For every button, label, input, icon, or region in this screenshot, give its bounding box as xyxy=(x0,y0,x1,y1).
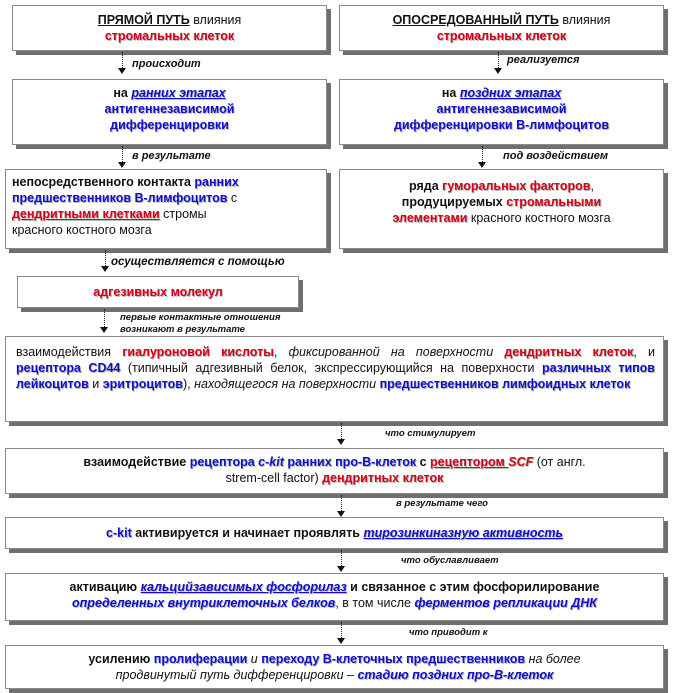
arrow-down-icon xyxy=(337,439,345,445)
early-stages-box: на ранних этапах антигеннезависимой дифференцировки xyxy=(12,79,327,145)
connector-line xyxy=(341,495,342,511)
indirect-path-title: ОПОСРЕДОВАННЫЙ ПУТЬ xyxy=(392,13,559,27)
connector-line xyxy=(105,250,106,266)
arrow-down-icon xyxy=(118,68,126,74)
connector-label-via: осуществляется с помощью xyxy=(111,256,285,268)
connector-line xyxy=(122,52,123,68)
arrow-down-icon xyxy=(337,638,345,644)
proliferation-box: усилению пролиферации и переходу В-клеточных предшественников на более продвинутый путь дифференцировки – стадию поздних про-В-клеток xyxy=(5,645,664,689)
adhesive-molecules-label: адгезивных молекул xyxy=(93,285,223,299)
indirect-path-box: ОПОСРЕДОВАННЫЙ ПУТЬ влияния стромальных клеток xyxy=(339,5,664,51)
connector-line xyxy=(482,146,483,162)
direct-path-title: ПРЯМОЙ ПУТЬ xyxy=(97,13,190,27)
connector-line xyxy=(341,550,342,566)
hyaluronic-interaction-box: взаимодействия гиалуроновой кислоты, фиксированной на поверхности дендритных клеток, и рецептора CD44 (типичный адгезивный белок, экспрессирующийся на поверхности различных типов лейкоцитов и эритроцитов), находящегося на поверхности предшественников лимфоидных клеток xyxy=(5,336,664,422)
connector-line xyxy=(341,423,342,439)
connector-label-realized: реализуется xyxy=(507,54,580,66)
late-stages-label: поздних этапах xyxy=(459,86,562,100)
connector-label-leads-to: что приводит к xyxy=(409,627,488,638)
phosphorylase-activation-box: активацию кальцийзависимых фосфорилаз и связанное с этим фосфорилирование определенных внутриклеточных белков, в том числе ферментов репликации ДНК xyxy=(5,573,664,621)
arrow-down-icon xyxy=(118,162,126,168)
adhesive-molecules-box xyxy=(17,276,299,308)
arrow-down-icon xyxy=(101,266,109,272)
connector-label-as-result-of-which: в результате чего xyxy=(396,498,488,509)
connector-line xyxy=(122,146,123,162)
ckit-activation-box: c-kit активируется и начинает проявлять тирозинкиназную активность xyxy=(5,517,664,549)
arrow-down-icon xyxy=(478,162,486,168)
indirect-path-subtitle: стромальных клеток xyxy=(436,29,567,43)
early-stages-label: ранних этапах xyxy=(131,86,226,100)
connector-label-first-contacts: первые контактные отношения возникают в результате xyxy=(120,312,281,335)
direct-path-box: ПРЯМОЙ ПУТЬ влияния стромальных клеток xyxy=(12,5,327,51)
direct-path-subtitle: стромальных клеток xyxy=(104,29,235,43)
late-stages-box: на поздних этапах антигеннезависимой дифференцировки В-лимфоцитов xyxy=(339,79,664,145)
connector-label-under-influence: под воздействием xyxy=(503,150,609,162)
connector-label-causes: что обуславливает xyxy=(401,555,499,566)
connector-line xyxy=(341,622,342,638)
ckit-scf-interaction-box: взаимодействие рецептора c-kit ранних про-В-клеток с рецептором SCF (от англ. strem-cell factor) дендритных клеток xyxy=(5,448,664,494)
connector-label-as-result: в результате xyxy=(132,150,211,162)
arrow-down-icon xyxy=(337,566,345,572)
connector-line xyxy=(498,52,499,68)
connector-line xyxy=(104,309,105,327)
connector-label-stimulates: что стимулирует xyxy=(385,428,476,439)
connector-label-occurs: происходит xyxy=(132,58,201,70)
arrow-down-icon xyxy=(100,327,108,333)
humoral-factors-box: ряда гуморальных факторов, продуцируемых стромальными элементами красного костного мозга xyxy=(339,169,664,249)
arrow-down-icon xyxy=(494,68,502,74)
direct-contact-box: непосредственного контакта ранних предшественников В-лимфоцитов с дендритными клетками стромы красного костного мозга xyxy=(5,169,327,249)
